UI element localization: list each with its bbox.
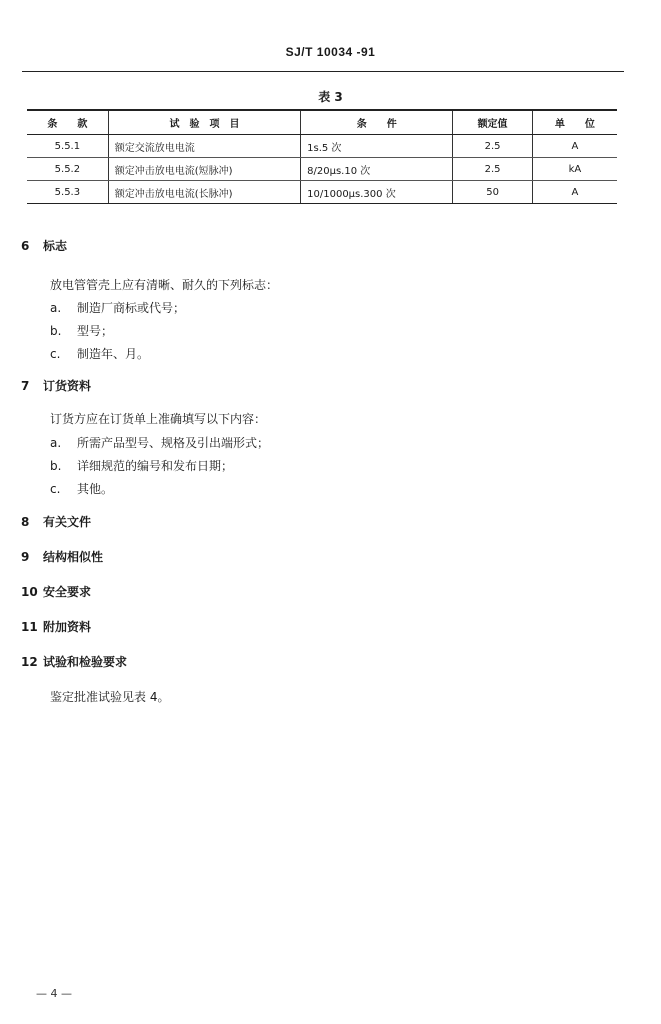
section-title: 附加资料 — [43, 620, 92, 634]
section-12-heading — [21, 653, 127, 670]
section-title: 安全要求 — [43, 585, 92, 599]
list-text: 制造年、月。 — [77, 347, 150, 361]
cell-condition: 8/20μs.10 次 — [301, 158, 453, 181]
list-text: 型号； — [77, 324, 114, 338]
list-text: 详细规范的编号和发布日期； — [77, 459, 234, 473]
list-marker: a. — [50, 301, 62, 315]
col-test-item: 试 验 项 目 — [108, 110, 300, 135]
section-title: 有关文件 — [43, 515, 92, 529]
table-header-row — [27, 110, 617, 135]
section-7-intro: 订货方应在订货单上准确填写以下内容： — [50, 412, 267, 426]
list-text: 制造厂商标或代号； — [77, 301, 186, 315]
section-11-heading — [21, 618, 91, 635]
table-title: 表 3 — [318, 90, 343, 104]
cell-unit: kA — [532, 158, 617, 181]
list-marker: b. — [50, 459, 62, 473]
section-number: 6 — [21, 239, 30, 253]
cell-rated-value: 2.5 — [453, 158, 532, 181]
section-title: 标志 — [43, 239, 68, 253]
list-marker: c. — [50, 347, 61, 361]
list-item — [50, 322, 113, 339]
cell-condition: 10/1000μs.300 次 — [301, 181, 453, 204]
section-number: 8 — [21, 515, 30, 529]
list-item — [50, 345, 149, 362]
section-number: 9 — [21, 550, 30, 564]
page-number: — 4 — — [36, 987, 72, 1000]
table-row — [27, 135, 617, 158]
section-6-heading — [21, 237, 67, 254]
cell-test-item: 额定冲击放电电流(短脉冲) — [108, 158, 300, 181]
list-marker: a. — [50, 436, 62, 450]
list-marker: c. — [50, 482, 61, 496]
table-row — [27, 158, 617, 181]
section-number: 12 — [21, 655, 38, 669]
section-number: 10 — [21, 585, 38, 599]
list-marker: b. — [50, 324, 62, 338]
list-text: 其他。 — [77, 482, 114, 496]
section-title: 试验和检验要求 — [43, 655, 128, 669]
section-8-heading — [21, 513, 91, 530]
cell-test-item: 额定交流放电电流 — [108, 135, 300, 158]
section-title: 结构相似性 — [43, 550, 104, 564]
list-item — [50, 480, 113, 497]
cell-test-item: 额定冲击放电电流(长脉冲) — [108, 181, 300, 204]
col-condition: 条 件 — [301, 110, 453, 135]
test-table — [27, 109, 617, 204]
list-item — [50, 457, 233, 474]
table-row — [27, 181, 617, 204]
section-title: 订货资料 — [43, 379, 92, 393]
section-9-heading — [21, 548, 103, 565]
cell-rated-value: 2.5 — [453, 135, 532, 158]
cell-unit: A — [532, 135, 617, 158]
list-item — [50, 434, 269, 451]
header-rule — [22, 71, 624, 72]
cell-rated-value: 50 — [453, 181, 532, 204]
cell-clause: 5.5.1 — [27, 135, 108, 158]
section-12-intro: 鉴定批准试验见表 4。 — [50, 690, 170, 704]
section-number: 11 — [21, 620, 38, 634]
standard-number-header: SJ/T 10034 -91 — [285, 45, 376, 59]
cell-unit: A — [532, 181, 617, 204]
cell-condition: 1s.5 次 — [301, 135, 453, 158]
section-6-intro: 放电管管壳上应有清晰、耐久的下列标志： — [50, 278, 279, 292]
section-10-heading — [21, 583, 91, 600]
col-clause: 条 款 — [27, 110, 108, 135]
col-rated-value: 额定值 — [453, 110, 532, 135]
section-7-heading — [21, 377, 91, 394]
cell-clause: 5.5.2 — [27, 158, 108, 181]
section-number: 7 — [21, 379, 30, 393]
col-unit: 单 位 — [532, 110, 617, 135]
list-text: 所需产品型号、规格及引出端形式； — [77, 436, 270, 450]
cell-clause: 5.5.3 — [27, 181, 108, 204]
list-item — [50, 299, 185, 316]
